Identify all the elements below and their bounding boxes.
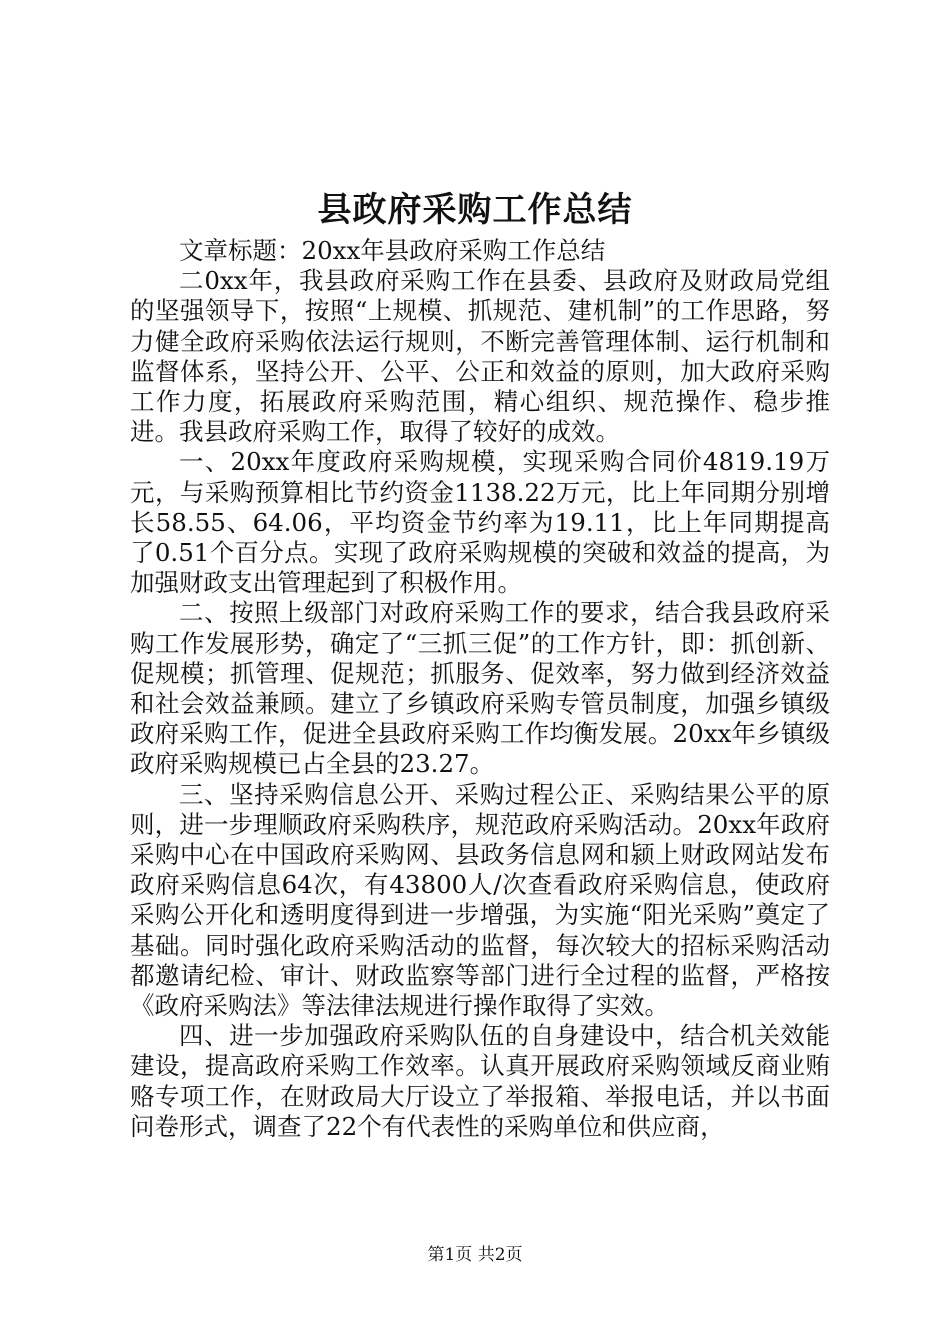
document-title: 县政府采购工作总结 — [317, 190, 633, 230]
paragraph-section-2: 二、按照上级部门对政府采购工作的要求，结合我县政府采购工作发展形势，确定了“三抓三促”的工作方针，即：抓创新、促规模；抓管理、促规范；抓服务、促效率，努力做到经济效益和社会效益兼顾。建立了乡镇政府采购专管员制度，加强乡镇级政府采购工作，促进全县政府采购工作均衡发展。20xx年乡镇级政府采购规模已占全县的23.27。 — [130, 598, 830, 779]
page-number-footer: 第1页 共2页 — [427, 1245, 523, 1265]
paragraph-section-3: 三、坚持采购信息公开、采购过程公正、采购结果公平的原则，进一步理顺政府采购秩序，规范政府采购活动。20xx年政府采购中心在中国政府采购网、县政务信息网和颍上财政网站发布政府采购信息64次，有43800人/次查看政府采购信息，使政府采购公开化和透明度得到进一步增强，为实施“阳光采购”奠定了基础。同时强化政府采购活动的监督，每次较大的招标采购活动都邀请纪检、审计、财政监察等部门进行全过程的监督，严格按《政府采购法》等法律法规进行操作取得了实效。 — [130, 779, 830, 1021]
paragraph-section-1: 一、20xx年度政府采购规模，实现采购合同价4819.19万元，与采购预算相比节约资金1138.22万元，比上年同期分别增长58.55、64.06，平均资金节约率为19.11，比上年同期提高了0.51个百分点。实现了政府采购规模的突破和效益的提高，为加强财政支出管理起到了积极作用。 — [130, 447, 830, 598]
paragraph-intro: 二0xx年，我县政府采购工作在县委、县政府及财政局党组的坚强领导下，按照“上规模、抓规范、建机制”的工作思路，努力健全政府采购依法运行规则，不断完善管理体制、运行机制和监督体系，坚持公开、公平、公正和效益的原则，加大政府采购工作力度，拓展政府采购范围，精心组织、规范操作、稳步推进。我县政府采购工作，取得了较好的成效。 — [130, 266, 830, 447]
document-body — [130, 236, 830, 1142]
article-heading-line: 文章标题：20xx年县政府采购工作总结 — [179, 236, 606, 265]
paragraph-section-4: 四、进一步加强政府采购队伍的自身建设中，结合机关效能建设，提高政府采购工作效率。认真开展政府采购领域反商业贿赂专项工作，在财政局大厅设立了举报箱、举报电话，并以书面问卷形式，调查了22个有代表性的采购单位和供应商， — [130, 1021, 830, 1141]
